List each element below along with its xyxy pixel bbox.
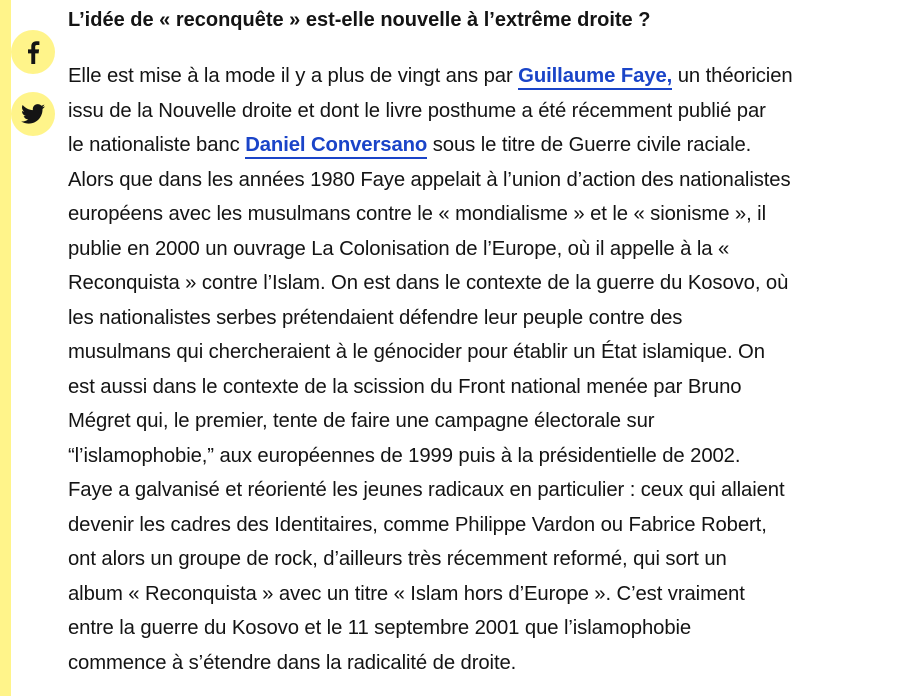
facebook-icon (26, 40, 40, 64)
guillaume-faye-link[interactable]: Guillaume Faye, (518, 65, 672, 90)
answer-line: commence à s’étendre dans la radicalité de droite. (68, 651, 517, 674)
answer-line (68, 128, 878, 163)
answer-line: Reconquista » contre l’Islam. On est dans le contexte de la guerre du Kosovo, où (68, 272, 789, 294)
answer-line: musulmans qui chercheraient à le génocider pour établir un État islamique. On (68, 341, 765, 363)
answer-line: publie en 2000 un ouvrage La Colonisation de l’Europe, où il appelle à la « (68, 237, 730, 260)
answer-line: les nationalistes serbes prétendaient défendre leur peuple contre des (68, 306, 683, 329)
answer-paragraph (68, 59, 878, 680)
answer-line: Faye a galvanisé et réorienté les jeunes radicaux en particulier : ceux qui allaient (68, 479, 785, 501)
answer-line: “l’islamophobie,” aux européennes de 1999 puis à la présidentielle de 2002. (68, 444, 741, 467)
answer-line: album « Reconquista » avec un titre « Islam hors d’Europe ». C’est vraiment (68, 582, 745, 605)
answer-line: Mégret qui, le premier, tente de faire une campagne électorale sur (68, 410, 655, 432)
answer-line (68, 59, 878, 94)
answer-line: européens avec les musulmans contre le « mondialisme » et le « sionisme », il (68, 203, 766, 225)
answer-line: issu de la Nouvelle droite et dont le livre posthume a été récemment publié par (68, 99, 766, 122)
question-heading: L’idée de « reconquête » est-elle nouvelle à l’extrême droite ? (68, 9, 651, 31)
answer-line: devenir les cadres des Identitaires, comme Philippe Vardon ou Fabrice Robert, (68, 513, 767, 536)
answer-text: un théoricien (672, 65, 793, 87)
answer-text: le nationaliste banc (68, 134, 246, 156)
answer-text: Elle est mise à la mode il y a plus de vingt ans par (68, 65, 519, 87)
daniel-conversano-link[interactable]: Daniel Conversano (245, 134, 427, 159)
twitter-icon (21, 104, 45, 124)
answer-text: sous le titre de Guerre civile raciale. (427, 134, 752, 156)
share-sidebar-bar (0, 0, 11, 696)
twitter-share-button[interactable] (11, 92, 55, 136)
answer-line: ont alors un groupe de rock, d’ailleurs très récemment reformé, qui sort un (68, 548, 727, 570)
facebook-share-button[interactable] (11, 30, 55, 74)
answer-line: entre la guerre du Kosovo et le 11 septembre 2001 que l’islamophobie (68, 617, 692, 639)
answer-line: Alors que dans les années 1980 Faye appelait à l’union d’action des nationalistes (68, 168, 791, 191)
answer-line: est aussi dans le contexte de la scission du Front national menée par Bruno (68, 375, 742, 398)
